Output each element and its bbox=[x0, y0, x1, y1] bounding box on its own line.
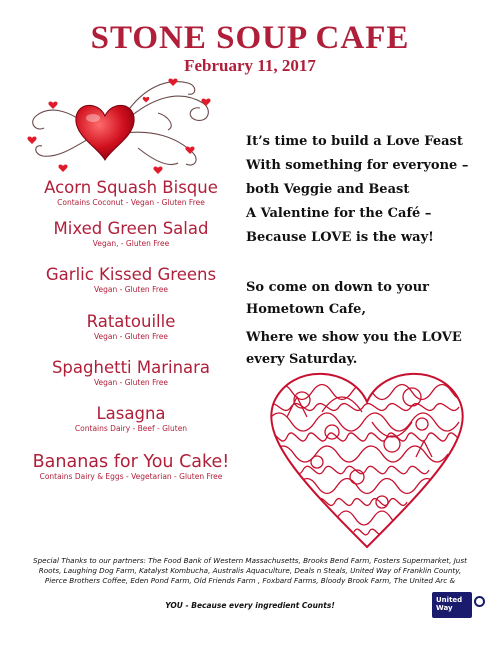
poem-line: It’s time to build a Love Feast bbox=[246, 134, 463, 149]
poem-line: Hometown Cafe, bbox=[246, 302, 366, 317]
thanks-line: Roots, Laughing Dog Farm, Katalyst Kombucha, Australis Aquaculture, Deals n Steals, United Way of Franklin County, bbox=[38, 566, 462, 575]
poem-line: So come on down to your bbox=[246, 280, 430, 295]
thanks-line: Pierce Brothers Coffee, Eden Pond Farm, Old Friends Farm , Foxbard Farms, Bloody Brook Farm, The United Arc & bbox=[44, 576, 456, 585]
dish-note: Vegan - Gluten Free bbox=[93, 378, 168, 387]
menu-item bbox=[20, 265, 242, 295]
dish-name: Garlic Kissed Greens bbox=[45, 265, 217, 284]
partner-thanks bbox=[20, 556, 480, 586]
menu-item bbox=[20, 178, 242, 208]
word-heart-icon bbox=[262, 362, 472, 552]
dish-name: Ratatouille bbox=[86, 312, 176, 331]
poem-line: every Saturday. bbox=[246, 352, 358, 367]
menu-date: February 11, 2017 bbox=[184, 56, 316, 75]
dish-note: Contains Dairy & Eggs - Vegetarian - Gluten Free bbox=[39, 472, 223, 481]
dish-name: Spaghetti Marinara bbox=[51, 358, 211, 377]
poem-line: both Veggie and Beast bbox=[246, 182, 410, 197]
menu-list bbox=[20, 178, 242, 482]
logo-text-line: United bbox=[436, 596, 463, 604]
poem-line: Where we show you the LOVE bbox=[246, 330, 462, 345]
dish-note: Vegan - Gluten Free bbox=[93, 332, 168, 341]
dish-note: Contains Coconut - Vegan - Gluten Free bbox=[57, 198, 205, 207]
menu-item bbox=[20, 358, 242, 388]
poem-line: A Valentine for the Café – bbox=[246, 206, 432, 221]
footer-tagline: YOU - Because every ingredient Counts! bbox=[165, 601, 335, 610]
dish-name: Mixed Green Salad bbox=[53, 219, 209, 238]
logo-text-line: Way bbox=[436, 604, 453, 612]
united-way-logo-icon bbox=[432, 592, 472, 618]
page-title: STONE SOUP CAFE bbox=[90, 20, 410, 56]
menu-item bbox=[20, 219, 242, 249]
poem-verse-2 bbox=[246, 277, 496, 371]
thanks-line: Special Thanks to our partners: The Food Bank of Western Massachusetts, Brooks Bend Farm, Fosters Supermarket, Just bbox=[33, 556, 467, 565]
poem-verse-1 bbox=[246, 130, 496, 250]
dish-note: Vegan, - Gluten Free bbox=[92, 239, 170, 248]
dish-name: Acorn Squash Bisque bbox=[44, 178, 218, 197]
dish-note: Contains Dairy - Beef - Gluten bbox=[74, 424, 188, 433]
red-heart-swirl-icon bbox=[18, 68, 218, 183]
dish-note: Vegan - Gluten Free bbox=[93, 285, 168, 294]
menu-item bbox=[20, 452, 242, 482]
logo-mark-icon bbox=[474, 596, 485, 607]
poem-line: Because LOVE is the way! bbox=[246, 230, 434, 245]
dish-name: Bananas for You Cake! bbox=[32, 452, 230, 472]
dish-name: Lasagna bbox=[96, 404, 166, 423]
menu-item bbox=[20, 312, 242, 342]
menu-item bbox=[20, 404, 242, 434]
poem-line: With something for everyone – bbox=[246, 158, 469, 173]
